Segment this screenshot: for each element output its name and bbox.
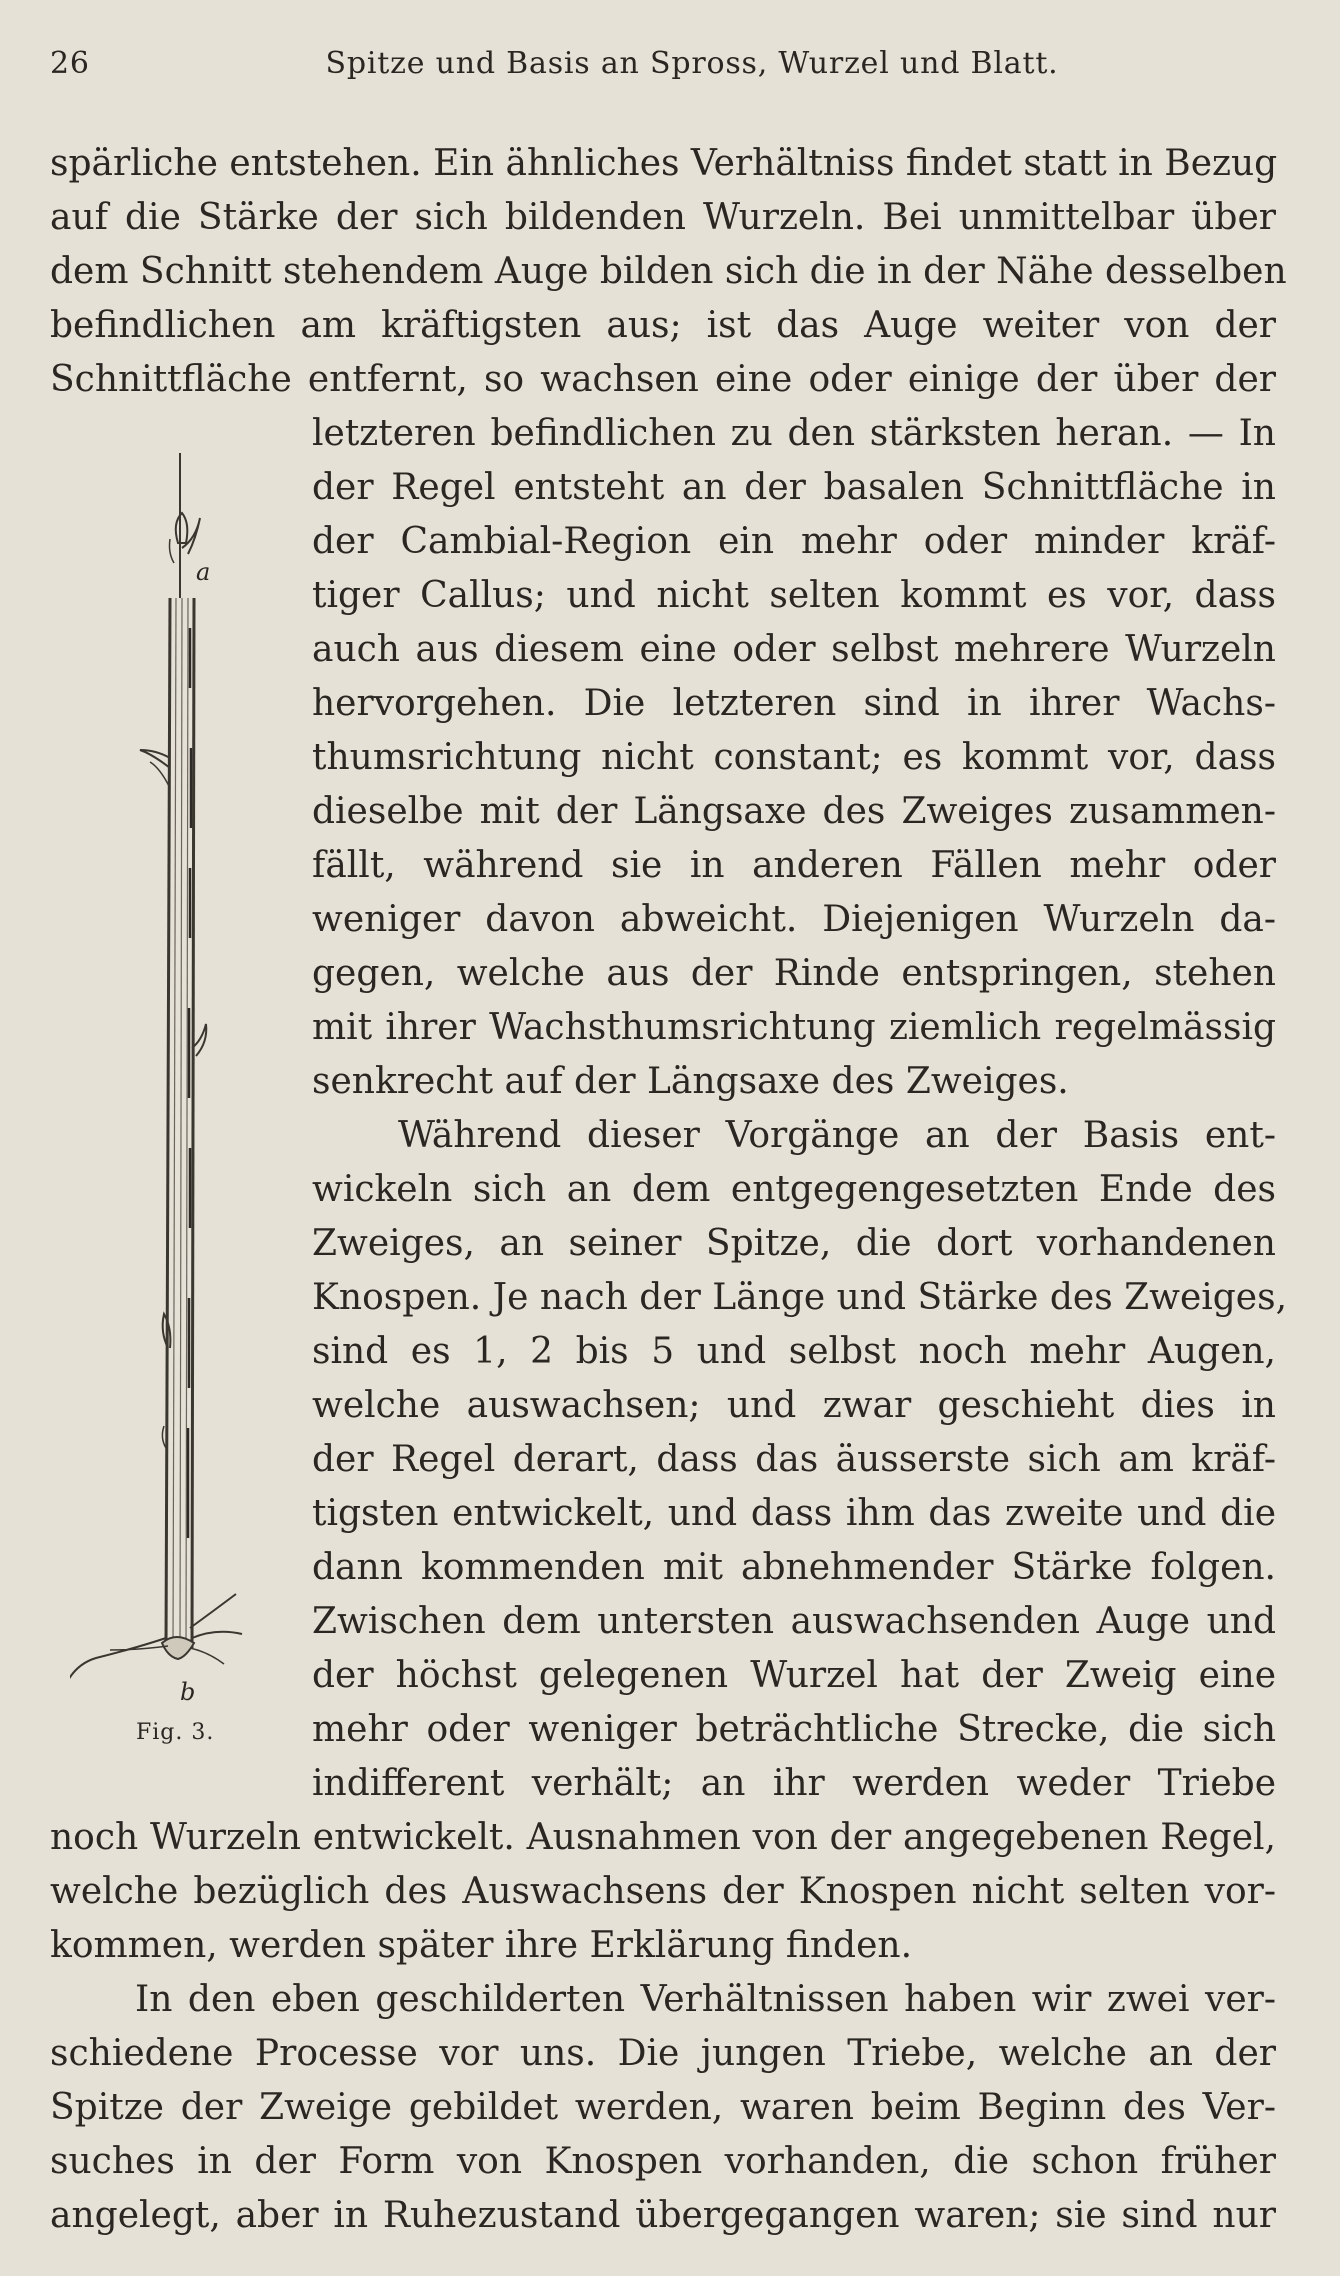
text-line: der Regel entsteht an der basalen Schnittfläche in — [312, 467, 1276, 508]
text-line: welche bezüglich des Auswachsens der Knospen nicht selten vor- — [50, 1871, 1276, 1912]
text-line: Zweiges, an seiner Spitze, die dort vorhandenen — [312, 1223, 1276, 1264]
text-line: suches in der Form von Knospen vorhanden, die schon früher — [50, 2141, 1276, 2182]
text-line: welche auswachsen; und zwar geschieht dies in — [312, 1385, 1276, 1426]
text-line: noch Wurzeln entwickelt. Ausnahmen von der angegebenen Regel, — [50, 1817, 1276, 1858]
text-line: schiedene Processe vor uns. Die jungen Triebe, welche an der — [50, 2033, 1276, 2074]
text-line: indifferent verhält; an ihr werden weder Triebe — [312, 1763, 1276, 1804]
text-line: Spitze der Zweige gebildet werden, waren beim Beginn des Ver- — [50, 2087, 1276, 2128]
text-line: angelegt, aber in Ruhezustand übergegangen waren; sie sind nur — [50, 2195, 1276, 2236]
text-line: spärliche entstehen. Ein ähnliches Verhältniss findet statt in Bezug — [50, 143, 1278, 184]
text-line: wickeln sich an dem entgegengesetzten Ende des — [312, 1169, 1276, 1210]
running-head — [50, 46, 1276, 96]
text-line: mit ihrer Wachsthumsrichtung ziemlich regelmässig — [312, 1007, 1276, 1048]
text-line: mehr oder weniger beträchtliche Strecke, die sich — [312, 1709, 1276, 1750]
figure-caption: Fig. 3. — [136, 1720, 215, 1745]
text-line: sind es 1, 2 bis 5 und selbst noch mehr Augen, — [312, 1331, 1276, 1372]
text-line: In den eben geschilderten Verhältnissen haben wir zwei ver- — [135, 1979, 1276, 2020]
text-line: kommen, werden später ihre Erklärung finden. — [50, 1925, 913, 1966]
text-line: dieselbe mit der Längsaxe des Zweiges zusammen- — [312, 791, 1276, 832]
text-line: Knospen. Je nach der Länge und Stärke des Zweiges, — [312, 1277, 1288, 1318]
text-line: auch aus diesem eine oder selbst mehrere Wurzeln — [312, 629, 1276, 670]
text-line: letzteren befindlichen zu den stärksten heran. — In — [312, 413, 1276, 454]
figure-label-b: b — [180, 1678, 196, 1706]
page-number: 26 — [50, 46, 90, 81]
text-line: der höchst gelegenen Wurzel hat der Zweig eine — [312, 1655, 1276, 1696]
text-line: thumsrichtung nicht constant; es kommt vor, dass — [312, 737, 1276, 778]
text-line: fällt, während sie in anderen Fällen mehr oder — [312, 845, 1276, 886]
text-line: dem Schnitt stehendem Auge bilden sich die in der Nähe desselben — [50, 251, 1287, 292]
text-line: Während dieser Vorgänge an der Basis ent- — [398, 1115, 1276, 1156]
text-line: befindlichen am kräftigsten aus; ist das Auge weiter von der — [50, 305, 1276, 346]
text-line: tigsten entwickelt, und dass ihm das zweite und die — [312, 1493, 1276, 1534]
text-line: der Cambial-Region ein mehr oder minder kräf- — [312, 521, 1276, 562]
text-line: tiger Callus; und nicht selten kommt es vor, dass — [312, 575, 1276, 616]
text-line: hervorgehen. Die letzteren sind in ihrer Wachs- — [312, 683, 1276, 724]
text-line: gegen, welche aus der Rinde entspringen, stehen — [312, 953, 1276, 994]
text-line: Zwischen dem untersten auswachsenden Auge und — [312, 1601, 1276, 1642]
text-line: dann kommenden mit abnehmender Stärke folgen. — [312, 1547, 1276, 1588]
text-line: weniger davon abweicht. Diejenigen Wurzeln da- — [312, 899, 1276, 940]
running-title: Spitze und Basis an Spross, Wurzel und Blatt. — [325, 46, 1059, 81]
text-line: Schnittfläche entfernt, so wachsen eine oder einige der über der — [50, 359, 1276, 400]
text-line: der Regel derart, dass das äusserste sich am kräf- — [312, 1439, 1276, 1480]
text-line: auf die Stärke der sich bildenden Wurzeln. Bei unmittelbar über — [50, 197, 1276, 238]
text-line: senkrecht auf der Längsaxe des Zweiges. — [312, 1061, 1069, 1102]
twig-illustration — [70, 448, 270, 1708]
figure-label-a: a — [196, 558, 211, 586]
figure-3 — [70, 448, 270, 1738]
